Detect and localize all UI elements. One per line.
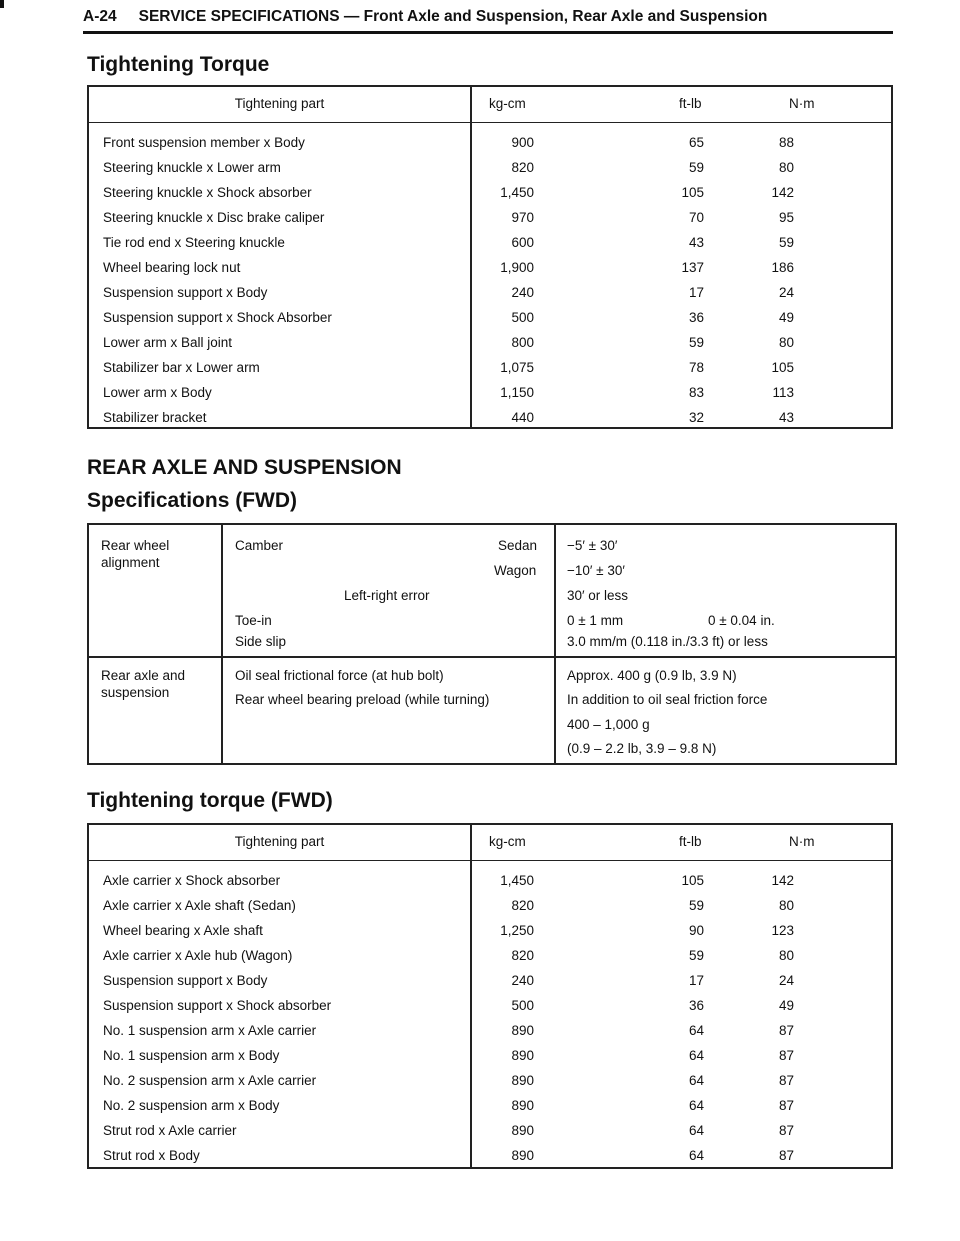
kg-cm-value: 1,150 bbox=[500, 385, 534, 400]
tightening-part: Stabilizer bar x Lower arm bbox=[103, 360, 260, 375]
n-m-value: 113 bbox=[772, 385, 794, 400]
col-kg-cm: kg-cm bbox=[489, 834, 526, 849]
ft-lb-value: 105 bbox=[681, 185, 704, 200]
tightening-part: Stabilizer bracket bbox=[103, 410, 207, 425]
specs-title: Specifications (FWD) bbox=[87, 489, 298, 512]
spec-divider-1 bbox=[221, 525, 223, 763]
rear-torque-table bbox=[87, 823, 893, 1169]
n-m-value: 59 bbox=[778, 235, 794, 250]
tightening-part: Wheel bearing lock nut bbox=[103, 260, 241, 275]
tightening-part: Tie rod end x Steering knuckle bbox=[103, 235, 285, 250]
n-m-value: 95 bbox=[778, 210, 794, 225]
bearing-preload-label: Rear wheel bearing preload (while turning) bbox=[235, 692, 490, 707]
table-row bbox=[89, 994, 891, 1019]
ft-lb-value: 59 bbox=[688, 335, 704, 350]
kg-cm-value: 240 bbox=[511, 973, 534, 988]
table-row bbox=[89, 406, 891, 431]
n-m-value: 142 bbox=[771, 873, 794, 888]
ft-lb-value: 36 bbox=[688, 310, 704, 325]
kg-cm-value: 500 bbox=[511, 310, 534, 325]
kg-cm-value: 900 bbox=[511, 135, 534, 150]
left-right-error-label: Left-right error bbox=[344, 588, 430, 603]
left-right-value: 30′ or less bbox=[567, 588, 629, 603]
toe-in-mm-value: 0 ± 1 mm bbox=[567, 613, 624, 628]
n-m-value: 24 bbox=[778, 285, 794, 300]
front-torque-title: Tightening Torque bbox=[87, 53, 270, 76]
tightening-part: Strut rod x Axle carrier bbox=[103, 1123, 237, 1138]
spec-divider-2 bbox=[554, 525, 556, 763]
kg-cm-value: 1,450 bbox=[500, 185, 534, 200]
front-table-header bbox=[89, 87, 891, 123]
axle-label: Rear axle and bbox=[101, 668, 186, 683]
alignment-label-2: alignment bbox=[101, 555, 160, 570]
tightening-part: Suspension support x Shock absorber bbox=[103, 998, 332, 1013]
tightening-part: Steering knuckle x Lower arm bbox=[103, 160, 281, 175]
side-slip-value: 3.0 mm/m (0.118 in./3.3 ft) or less bbox=[567, 634, 768, 649]
kg-cm-value: 820 bbox=[511, 160, 534, 175]
front-table-body bbox=[89, 123, 891, 431]
kg-cm-value: 890 bbox=[511, 1073, 534, 1088]
table-row bbox=[89, 231, 891, 256]
toe-in-label: Toe-in bbox=[235, 613, 272, 628]
oil-seal-value: Approx. 400 g (0.9 lb, 3.9 N) bbox=[567, 668, 737, 683]
ft-lb-value: 64 bbox=[688, 1098, 704, 1113]
specifications-table bbox=[87, 523, 897, 765]
n-m-value: 43 bbox=[778, 410, 794, 425]
n-m-value: 49 bbox=[778, 310, 794, 325]
table-row bbox=[89, 306, 891, 331]
table-row bbox=[89, 381, 891, 406]
n-m-value: 142 bbox=[771, 185, 794, 200]
n-m-value: 123 bbox=[771, 923, 794, 938]
n-m-value: 80 bbox=[778, 898, 794, 913]
col-ft-lb: ft-lb bbox=[679, 834, 702, 849]
table-row bbox=[89, 1044, 891, 1069]
toe-in-in-value: 0 ± 0.04 in. bbox=[708, 613, 775, 628]
n-m-value: 87 bbox=[778, 1098, 794, 1113]
table-row bbox=[89, 281, 891, 306]
kg-cm-value: 1,075 bbox=[500, 360, 534, 375]
ft-lb-value: 32 bbox=[688, 410, 704, 425]
kg-cm-value: 890 bbox=[511, 1023, 534, 1038]
tightening-part: Lower arm x Ball joint bbox=[103, 335, 233, 350]
n-m-value: 88 bbox=[778, 135, 794, 150]
table-row bbox=[89, 969, 891, 994]
table-row bbox=[89, 894, 891, 919]
n-m-value: 87 bbox=[778, 1148, 794, 1163]
table-row bbox=[89, 131, 891, 156]
n-m-value: 80 bbox=[778, 948, 794, 963]
tightening-part: No. 1 suspension arm x Axle carrier bbox=[103, 1023, 317, 1038]
n-m-value: 105 bbox=[771, 360, 794, 375]
n-m-value: 24 bbox=[778, 973, 794, 988]
kg-cm-value: 820 bbox=[511, 948, 534, 963]
n-m-value: 87 bbox=[778, 1073, 794, 1088]
oil-seal-label: Oil seal frictional force (at hub bolt) bbox=[235, 668, 444, 683]
ft-lb-value: 64 bbox=[688, 1123, 704, 1138]
tightening-part: Axle carrier x Shock absorber bbox=[103, 873, 281, 888]
col-n-m: N·m bbox=[789, 834, 815, 849]
ft-lb-value: 137 bbox=[681, 260, 704, 275]
ft-lb-value: 59 bbox=[688, 948, 704, 963]
table-row bbox=[89, 919, 891, 944]
tightening-part: Axle carrier x Axle hub (Wagon) bbox=[103, 948, 293, 963]
camber-sedan-value: −5′ ± 30′ bbox=[567, 538, 618, 553]
col-ft-lb: ft-lb bbox=[679, 96, 702, 111]
tightening-part: Front suspension member x Body bbox=[103, 135, 305, 150]
table-row bbox=[89, 156, 891, 181]
ft-lb-value: 17 bbox=[688, 285, 704, 300]
sedan-label: Sedan bbox=[498, 538, 538, 553]
ft-lb-value: 65 bbox=[688, 135, 704, 150]
tightening-part: No. 1 suspension arm x Body bbox=[103, 1048, 280, 1063]
kg-cm-value: 820 bbox=[511, 898, 534, 913]
table-row bbox=[89, 1119, 891, 1144]
table-row bbox=[89, 1094, 891, 1119]
ft-lb-value: 90 bbox=[688, 923, 704, 938]
tightening-part: Strut rod x Body bbox=[103, 1148, 200, 1163]
n-m-value: 186 bbox=[771, 260, 794, 275]
ft-lb-value: 59 bbox=[688, 160, 704, 175]
spec-row-divider bbox=[89, 656, 895, 658]
axle-label-2: suspension bbox=[101, 685, 170, 700]
kg-cm-value: 440 bbox=[511, 410, 534, 425]
tightening-part: Suspension support x Body bbox=[103, 285, 268, 300]
ft-lb-value: 59 bbox=[688, 898, 704, 913]
alignment-label: Rear wheel bbox=[101, 538, 170, 553]
header-rule bbox=[83, 31, 893, 34]
preload-value-3: (0.9 – 2.2 lb, 3.9 – 9.8 N) bbox=[567, 741, 717, 756]
ft-lb-value: 43 bbox=[688, 235, 704, 250]
tightening-part: Steering knuckle x Disc brake caliper bbox=[103, 210, 325, 225]
kg-cm-value: 890 bbox=[511, 1148, 534, 1163]
ft-lb-value: 64 bbox=[688, 1073, 704, 1088]
table-row bbox=[89, 181, 891, 206]
col-kg-cm: kg-cm bbox=[489, 96, 526, 111]
tightening-part: Suspension support x Shock Absorber bbox=[103, 310, 332, 325]
ft-lb-value: 64 bbox=[688, 1048, 704, 1063]
kg-cm-value: 890 bbox=[511, 1098, 534, 1113]
ft-lb-value: 64 bbox=[688, 1023, 704, 1038]
preload-value-2: 400 – 1,000 g bbox=[567, 717, 650, 732]
table-row bbox=[89, 1019, 891, 1044]
tightening-part: Axle carrier x Axle shaft (Sedan) bbox=[103, 898, 296, 913]
kg-cm-value: 240 bbox=[511, 285, 534, 300]
tightening-part: Suspension support x Body bbox=[103, 973, 268, 988]
table-row bbox=[89, 869, 891, 894]
table-row bbox=[89, 256, 891, 281]
kg-cm-value: 800 bbox=[511, 335, 534, 350]
ft-lb-value: 105 bbox=[681, 873, 704, 888]
kg-cm-value: 1,900 bbox=[500, 260, 534, 275]
kg-cm-value: 500 bbox=[511, 998, 534, 1013]
tightening-part: Steering knuckle x Shock absorber bbox=[103, 185, 312, 200]
table-row bbox=[89, 356, 891, 381]
table-row bbox=[89, 1144, 891, 1169]
col-tightening-part: Tightening part bbox=[234, 96, 325, 111]
page-header bbox=[83, 8, 891, 26]
camber-label: Camber bbox=[235, 538, 284, 553]
ft-lb-value: 64 bbox=[688, 1148, 704, 1163]
front-torque-table bbox=[87, 85, 893, 429]
ft-lb-value: 78 bbox=[688, 360, 704, 375]
ft-lb-value: 36 bbox=[688, 998, 704, 1013]
n-m-value: 87 bbox=[778, 1123, 794, 1138]
kg-cm-value: 890 bbox=[511, 1123, 534, 1138]
table-row bbox=[89, 944, 891, 969]
tightening-part: No. 2 suspension arm x Axle carrier bbox=[103, 1073, 317, 1088]
col-tightening-part: Tightening part bbox=[234, 834, 325, 849]
side-slip-label: Side slip bbox=[235, 634, 287, 649]
ft-lb-value: 70 bbox=[688, 210, 704, 225]
kg-cm-value: 1,250 bbox=[500, 923, 534, 938]
tightening-part: Lower arm x Body bbox=[103, 385, 212, 400]
table-row bbox=[89, 1069, 891, 1094]
kg-cm-value: 970 bbox=[511, 210, 534, 225]
kg-cm-value: 890 bbox=[511, 1048, 534, 1063]
wagon-label: Wagon bbox=[494, 563, 537, 578]
tightening-part: Wheel bearing x Axle shaft bbox=[103, 923, 263, 938]
n-m-value: 49 bbox=[778, 998, 794, 1013]
col-n-m: N·m bbox=[789, 96, 815, 111]
rear-table-body bbox=[89, 861, 891, 1169]
corner-mark bbox=[0, 0, 4, 8]
n-m-value: 87 bbox=[778, 1048, 794, 1063]
kg-cm-value: 1,450 bbox=[500, 873, 534, 888]
page-number: A-24 bbox=[83, 8, 117, 25]
ft-lb-value: 83 bbox=[688, 385, 704, 400]
n-m-value: 87 bbox=[778, 1023, 794, 1038]
rear-table-header bbox=[89, 825, 891, 861]
rear-section-title: REAR AXLE AND SUSPENSION bbox=[87, 456, 402, 479]
table-row bbox=[89, 331, 891, 356]
kg-cm-value: 600 bbox=[511, 235, 534, 250]
n-m-value: 80 bbox=[778, 335, 794, 350]
camber-wagon-value: −10′ ± 30′ bbox=[567, 563, 625, 578]
ft-lb-value: 17 bbox=[688, 973, 704, 988]
preload-value-1: In addition to oil seal friction force bbox=[567, 692, 768, 707]
header-title: SERVICE SPECIFICATIONS — Front Axle and Suspension, Rear Axle and Suspension bbox=[138, 8, 768, 25]
tightening-part: No. 2 suspension arm x Body bbox=[103, 1098, 280, 1113]
rear-torque-title: Tightening torque (FWD) bbox=[87, 789, 333, 812]
table-row bbox=[89, 206, 891, 231]
n-m-value: 80 bbox=[778, 160, 794, 175]
